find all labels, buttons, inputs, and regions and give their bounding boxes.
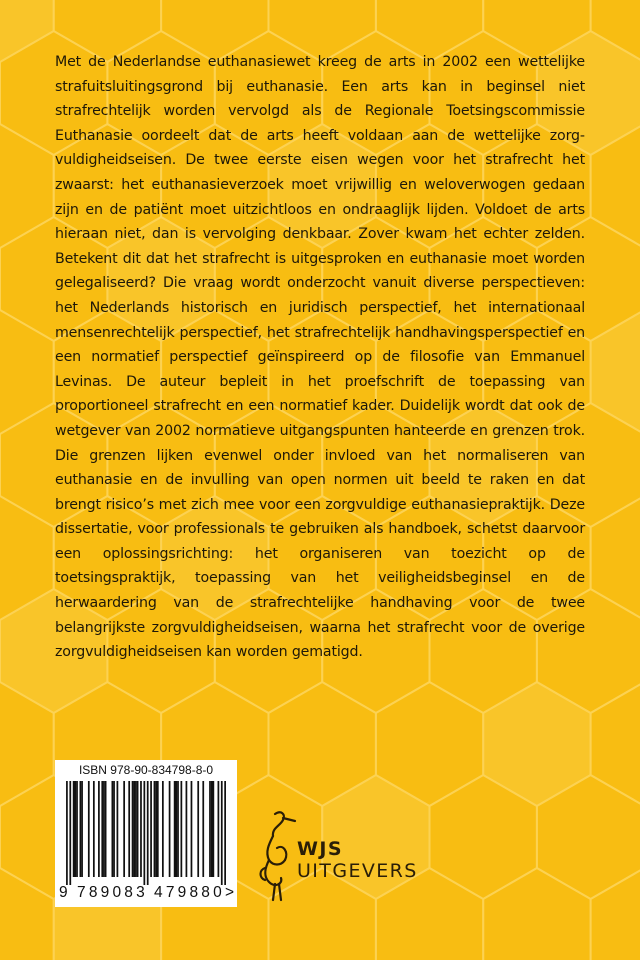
hex-cell	[591, 310, 640, 434]
barcode-bar	[154, 781, 156, 877]
isbn-barcode	[55, 760, 237, 907]
barcode-bar	[186, 781, 188, 877]
barcode-bar	[80, 781, 82, 877]
barcode-bar	[155, 781, 157, 877]
barcode-bar	[212, 781, 214, 877]
hex-cell	[591, 868, 640, 960]
barcode-bar	[211, 781, 213, 877]
barcode-bar	[81, 781, 83, 877]
hex-cell	[591, 496, 640, 620]
barcode-bar	[113, 781, 115, 877]
barcode-bar	[137, 781, 139, 877]
hex-cell	[0, 0, 54, 62]
barcode-bar	[98, 781, 100, 877]
ean-right-group: 479880	[154, 884, 225, 901]
barcode-bar	[162, 781, 164, 877]
barcode-bar	[218, 781, 220, 877]
hex-cell	[0, 124, 54, 248]
barcode-bar	[191, 781, 193, 877]
barcode-bar	[174, 781, 176, 877]
barcode-bar	[69, 781, 71, 885]
barcode-bar	[101, 781, 103, 877]
barcode-bar	[112, 781, 114, 877]
barcode-bar	[143, 781, 145, 885]
barcode-bar	[105, 781, 107, 877]
publisher-name-line2: UITGEVERS	[297, 860, 418, 882]
barcode-bar	[221, 781, 223, 885]
barcode-bar	[128, 781, 130, 877]
hex-cell	[483, 682, 590, 806]
barcode-bar	[169, 781, 171, 877]
barcode-bar	[224, 781, 226, 885]
hex-cell	[483, 868, 590, 960]
publisher-name-line1: WJS	[297, 838, 343, 860]
barcode-bar	[66, 781, 68, 885]
barcode-bar	[181, 781, 183, 877]
barcode-bar	[135, 781, 137, 877]
ean-lead-digit: 9	[59, 884, 68, 901]
barcode-bar	[103, 781, 105, 877]
barcode-bar	[197, 781, 199, 877]
ean-digits	[57, 884, 235, 904]
ean-quiet-mark: >	[225, 884, 235, 901]
barcode-bar	[123, 781, 125, 877]
barcode-bar	[93, 781, 95, 877]
isbn-label: ISBN 978-90-834798-8-0	[78, 763, 214, 777]
barcode-bar	[209, 781, 211, 877]
barcode-bar	[175, 781, 177, 877]
barcode-bar	[132, 781, 134, 877]
barcode-bar	[202, 781, 204, 877]
barcode-bar	[140, 781, 142, 877]
publisher-logo	[255, 808, 418, 904]
heron-icon	[255, 808, 301, 904]
barcode-bar	[73, 781, 75, 877]
ean-left-group: 789083	[77, 884, 148, 901]
barcode-bar	[117, 781, 119, 877]
barcode-bar	[133, 781, 135, 877]
barcode-bar	[147, 781, 149, 885]
hex-cell	[0, 310, 54, 434]
barcode-bar	[150, 781, 152, 877]
barcode-bar	[157, 781, 159, 877]
hex-cell	[0, 868, 54, 960]
barcode-bar	[74, 781, 76, 877]
back-cover-blurb: Met de Nederlandse euthanasiewet kreeg de arts in 2002 een wettelijke strafuitsluitingsgrond bij euthanasie. Een arts kan in beginsel niet strafrechtelijk worden vervolgd als de Regionale Toetsingscommissie Euthanasie oordeelt dat de arts heeft voldaan aan de wettelijke zorgvuldigheidseisen. De twee eerste eisen wegen voor het strafrecht het zwaarst: het euthanasieverzoek moet vrijwillig en weloverwogen gedaan zijn en de patiënt moet uitzichtloos en ondraaglijk lijden. Voldoet de arts hieraan niet, dan is vervolging denkbaar. Zover kwam het echter zelden. Betekent dit dat het strafrecht is uitgesproken en euthanasie moet worden gelegaliseerd? Die vraag wordt onderzocht vanuit diverse perspectieven: het Nederlands historisch en juridisch perspectief, het internationaal mensenrechtelijk perspectief, het strafrechtelijk handhavingsperspectief en een normatief perspectief geïnspireerd op de filosofie van Emmanuel Levinas. De auteur bepleit in het proefschrift de toepassing van proportioneel strafrecht en een normatief kader. Duidelijk wordt dat ook de wetgever van 2002 normatieve uitgangspunten hanteerde en grenzen trok. Die grenzen lijken evenwel onder invloed van het normaliseren van euthanasie en de invulling van open normen uit beeld te raken en dat brengt risico’s met zich mee voor een zorgvuldige euthanasiepraktijk. Deze dissertatie, voor professionals te gebruiken als handboek, schetst daarvoor een oplossingsrichting: het organiseren van toezicht op de toetsingspraktijk, toepassing van het veiligheidsbeginsel en de herwaardering van de strafrechtelijke handhaving voor de twee belangrijkste zorgvuldigheidseisen, waarna het strafrecht voor de overige zorgvuldigheidseisen kan worden gematigd.	[55, 54, 585, 661]
barcode-bars	[61, 781, 231, 885]
barcode-bar	[88, 781, 90, 877]
barcode-bar	[177, 781, 179, 877]
hex-cell	[591, 682, 640, 806]
barcode-bar	[76, 781, 78, 877]
